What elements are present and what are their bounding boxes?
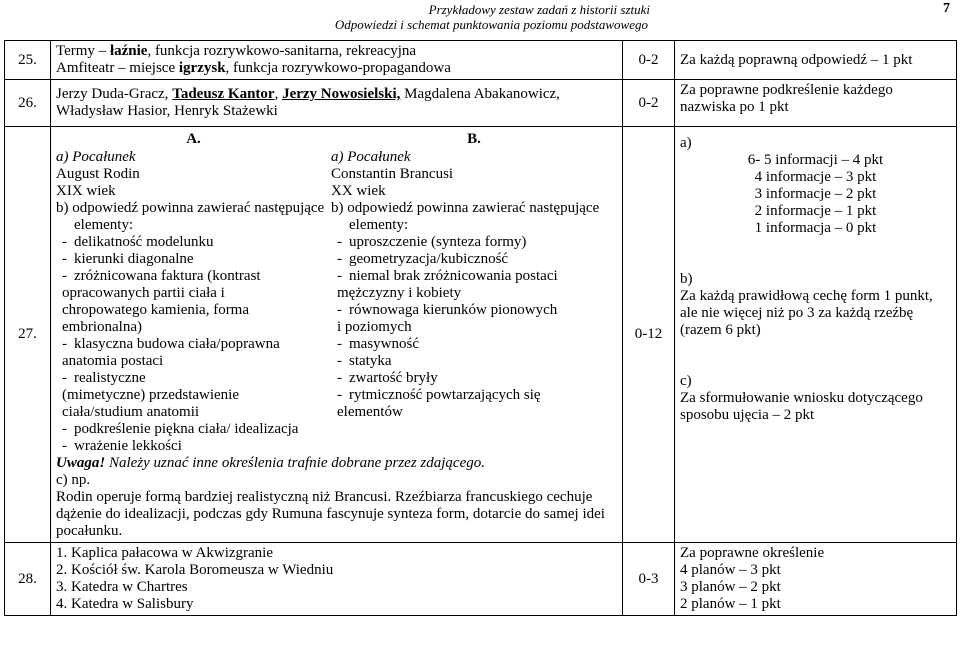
text-line: 4. Katedra w Salisbury — [56, 596, 194, 612]
answer-cell — [51, 127, 623, 543]
list-item: - klasyczna budowa ciała/poprawna anatomia postaci — [62, 336, 280, 369]
answer-line: Amfiteatr – miejsce igrzysk, funkcja rozrywkowo-propagandowa — [56, 60, 451, 76]
list-item: - statyka — [337, 353, 392, 369]
text-line: 3 informacje – 2 pkt — [754, 186, 877, 202]
answer-key-table — [4, 40, 957, 616]
list-intro: b) odpowiedź powinna zawierać następujące — [331, 200, 600, 216]
text-line: b) — [680, 271, 693, 287]
table-row-task-25 — [5, 41, 957, 80]
answer-cell — [51, 543, 623, 616]
column-b: B. a) Pocałunek Constantin Brancusi XX wiek b) odpowiedź powinna zawierać następujące elementy: - uproszczenie (synteza formy) - geometryzacja/kubiczność - niemal brak zróżnicowania postaci mężczyzny i kobiety - równowaga kierunków pionowych i poziomych - masywność - statyka - zwartość bryły - rytmiczność powtarzających się elementów — [331, 131, 617, 455]
column-b-heading: B. — [467, 131, 481, 147]
key-term: igrzysk — [178, 60, 226, 76]
century: XX wiek — [331, 183, 386, 199]
underlined-name: Tadeusz Kantor — [172, 86, 275, 102]
scoring-part-b — [680, 271, 951, 339]
answer-cell — [51, 80, 623, 127]
points-cell: 0-2 — [623, 80, 675, 127]
text-line: a) — [680, 135, 692, 151]
answer-cell — [51, 41, 623, 80]
answer-list — [56, 545, 617, 613]
text-line: 4 informacje – 3 pkt — [754, 169, 877, 185]
text-line: 3. Katedra w Chartres — [56, 579, 188, 595]
list-item: - podkreślenie piękna ciała/ idealizacja — [62, 421, 299, 437]
points-cell: 0-2 — [623, 41, 675, 80]
header-subtitle: Odpowiedzi i schemat punktowania poziomu podstawowego — [334, 17, 648, 32]
answer-line: Termy – łaźnie, funkcja rozrywkowo-sanitarna, rekreacyjna — [56, 43, 417, 59]
points-cell: 0-12 — [623, 127, 675, 543]
features-list-a — [56, 234, 331, 455]
task-number: 28. — [5, 543, 51, 616]
scoring-cell: Za każdą poprawną odpowiedź – 1 pkt — [675, 41, 957, 80]
task-number: 27. — [5, 127, 51, 543]
note: Uwaga! Należy uznać inne określenia trafnie dobrane przez zdającego. — [56, 455, 485, 471]
comparison-columns — [56, 131, 617, 455]
task-number: 26. — [5, 80, 51, 127]
artist-name: August Rodin — [56, 166, 140, 182]
part-c-text: Rodin operuje formą bardziej realistyczną niż Brancusi. Rzeźbiarza francuskiego cechuje dążenie do idealizacji, podczas gdy Rumuna fascynuje synteza form, dotarcie do samej idei pocałunku. — [56, 489, 605, 539]
scoring-cell: Za poprawne podkreślenie każdego nazwiska po 1 pkt — [675, 80, 957, 127]
text-line: 2 informacje – 1 pkt — [754, 203, 877, 219]
answer-line: Jerzy Duda-Gracz, Tadeusz Kantor, Jerzy Nowosielski, Magdalena Abakanowicz, — [56, 86, 560, 102]
scoring-part-a — [680, 135, 951, 237]
page-number: 7 — [943, 1, 950, 16]
list-item: - rytmiczność powtarzających się elementów — [337, 387, 541, 420]
key-term: łaźnie — [109, 43, 148, 59]
list-item: - niemal brak zróżnicowania postaci mężczyzny i kobiety — [337, 268, 558, 301]
list-item: - zróżnicowana faktura (kontrast opracowanych partii ciała i chropowatego kamienia, forma embrionalna) — [62, 268, 261, 335]
list-item: - geometryzacja/kubiczność — [337, 251, 509, 267]
list-item: - kierunki diagonalne — [62, 251, 194, 267]
column-a: A. a) Pocałunek August Rodin XIX wiek b) odpowiedź powinna zawierać następujące elementy: - delikatność modelunku - kierunki diagonalne - zróżnicowana faktura (kontrast opracowanych partii ciała i chropowatego kamienia, forma embrionalna) - klasyczna budowa ciała/poprawna anatomia postaci - realistyczne (mimetyczne) przedstawienie ciała/studium anatomii - podkreślenie piękna ciała/ idealizacja - wrażenie lekkości — [56, 131, 331, 455]
artwork-title: a) Pocałunek — [56, 149, 136, 165]
text-line: Za każdą prawidłową cechę form 1 punkt, ale nie więcej niż po 3 za każdą rzeźbę (razem 6 pkt) — [680, 288, 933, 338]
list-item: - masywność — [337, 336, 419, 352]
list-item: - delikatność modelunku — [62, 234, 214, 250]
table-row-task-26 — [5, 80, 957, 127]
text-line: 1 informacja – 0 pkt — [754, 220, 877, 236]
part-c-label: c) np. — [56, 472, 91, 488]
page-header — [0, 0, 960, 36]
artist-name: Constantin Brancusi — [331, 166, 454, 182]
table-row-task-27 — [5, 127, 957, 543]
list-item: - równowaga kierunków pionowych i poziomych — [337, 302, 558, 335]
column-a-heading: A. — [186, 131, 201, 147]
artwork-title: a) Pocałunek — [331, 149, 411, 165]
features-list-b — [331, 234, 617, 421]
text-line: 3 planów – 2 pkt — [680, 579, 781, 595]
list-item: - realistyczne (mimetyczne) przedstawienie ciała/studium anatomii — [62, 370, 239, 420]
list-item: - uproszczenie (synteza formy) — [337, 234, 527, 250]
text-line: Za poprawne określenie — [680, 545, 825, 561]
text-line: c) — [680, 373, 692, 389]
text-line: 4 planów – 3 pkt — [680, 562, 781, 578]
list-item: - wrażenie lekkości — [62, 438, 182, 454]
list-item: - zwartość bryły — [337, 370, 438, 386]
text-line: 1. Kaplica pałacowa w Akwizgranie — [56, 545, 273, 561]
answer-line: Władysław Hasior, Henryk Stażewki — [56, 103, 278, 119]
scoring-cell — [675, 127, 957, 543]
century: XIX wiek — [56, 183, 116, 199]
scoring-cell — [675, 543, 957, 616]
text-line: Za sformułowanie wniosku dotyczącego sposobu ujęcia – 2 pkt — [680, 390, 923, 423]
task-number: 25. — [5, 41, 51, 80]
text-line: 6- 5 informacji – 4 pkt — [747, 152, 884, 168]
points-cell: 0-3 — [623, 543, 675, 616]
list-intro: b) odpowiedź powinna zawierać następujące — [56, 200, 325, 216]
text-line: 2. Kościół św. Karola Boromeusza w Wiedniu — [56, 562, 334, 578]
scoring-part-c — [680, 373, 951, 424]
header-title: Przykładowy zestaw zadań z historii sztuki — [428, 2, 650, 17]
underlined-name: Jerzy Nowosielski, — [282, 86, 401, 102]
table-row-task-28 — [5, 543, 957, 616]
text-line: 2 planów – 1 pkt — [680, 596, 781, 612]
